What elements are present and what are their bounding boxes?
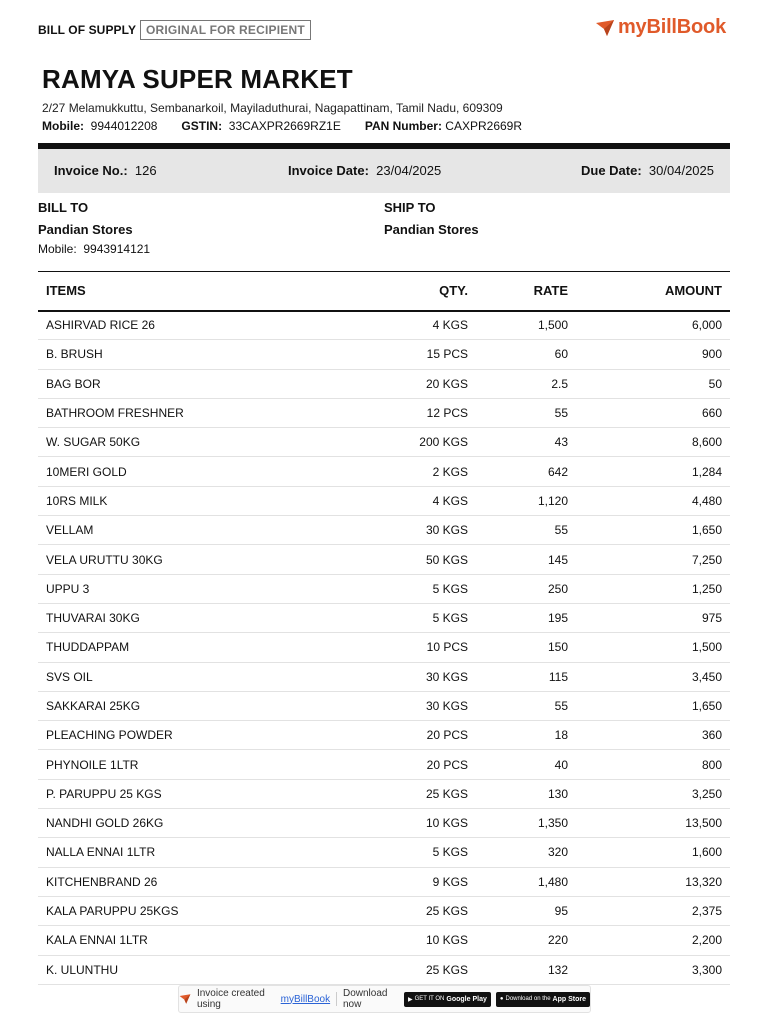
item-amount: 1,650 — [568, 691, 730, 720]
item-qty: 15 PCS — [338, 340, 468, 369]
company-name: RAMYA SUPER MARKET — [42, 64, 353, 94]
item-qty: 50 KGS — [338, 545, 468, 574]
item-name: PHYNOILE 1LTR — [38, 750, 338, 779]
document-type: BILL OF SUPPLY — [38, 23, 137, 37]
item-rate: 1,480 — [468, 867, 568, 896]
table-row — [38, 545, 730, 574]
table-row — [38, 809, 730, 838]
item-name: 10MERI GOLD — [38, 457, 338, 486]
company-gstin: GSTIN: 33CAXPR2669RZ1E — [181, 119, 341, 133]
item-name: K. ULUNTHU — [38, 955, 338, 984]
google-play-badge[interactable]: ▶ GET IT ON Google Play — [404, 992, 491, 1007]
table-header-row — [38, 272, 730, 311]
table-row — [38, 662, 730, 691]
apple-icon: ● — [499, 996, 504, 1002]
invoice-date: Invoice Date: 23/04/2025 — [288, 163, 442, 178]
item-rate: 320 — [468, 838, 568, 867]
footer-brand-icon — [179, 993, 191, 1005]
item-qty: 200 KGS — [338, 428, 468, 457]
bill-to-mobile: Mobile: 9943914121 — [38, 242, 151, 256]
item-amount: 13,320 — [568, 867, 730, 896]
item-name: THUVARAI 30KG — [38, 603, 338, 632]
table-row — [38, 398, 730, 427]
item-name: W. SUGAR 50KG — [38, 428, 338, 457]
table-row — [38, 340, 730, 369]
item-amount: 2,375 — [568, 896, 730, 925]
item-qty: 10 KGS — [338, 926, 468, 955]
item-qty: 2 KGS — [338, 457, 468, 486]
table-row — [38, 574, 730, 603]
brand-logo-icon — [595, 19, 615, 37]
footer-banner — [178, 985, 591, 1013]
table-row — [38, 838, 730, 867]
bill-to — [38, 200, 150, 256]
bill-ship-section — [38, 200, 730, 260]
copy-label-badge: ORIGINAL FOR RECIPIENT — [140, 20, 311, 40]
item-name: SAKKARAI 25KG — [38, 691, 338, 720]
item-qty: 25 KGS — [338, 955, 468, 984]
item-name: VELLAM — [38, 516, 338, 545]
item-name: 10RS MILK — [38, 486, 338, 515]
col-header-qty: QTY. — [338, 272, 468, 311]
footer-separator — [336, 992, 337, 1006]
item-rate: 150 — [468, 633, 568, 662]
company-ids — [42, 119, 522, 133]
item-amount: 4,480 — [568, 486, 730, 515]
item-rate: 220 — [468, 926, 568, 955]
table-row — [38, 896, 730, 925]
item-qty: 25 KGS — [338, 896, 468, 925]
footer-created-text: Invoice created using — [196, 988, 265, 1010]
item-name: B. BRUSH — [38, 340, 338, 369]
company-address: 2/27 Melamukkuttu, Sembanarkoil, Mayiladuthurai, Nagapattinam, Tamil Nadu, 609309 — [42, 101, 503, 115]
item-qty: 20 PCS — [338, 750, 468, 779]
col-header-amount: AMOUNT — [568, 272, 730, 311]
item-amount: 1,500 — [568, 633, 730, 662]
table-row — [38, 603, 730, 632]
item-amount: 360 — [568, 721, 730, 750]
item-rate: 130 — [468, 779, 568, 808]
brand-name: myBillBook — [617, 16, 726, 38]
table-row — [38, 516, 730, 545]
top-bar — [38, 16, 730, 44]
app-store-badge[interactable]: ● Download on the App Store — [496, 992, 590, 1007]
company-mobile: Mobile: 9944012208 — [42, 119, 158, 133]
table-row — [38, 721, 730, 750]
item-rate: 18 — [468, 721, 568, 750]
item-qty: 30 KGS — [338, 662, 468, 691]
table-row — [38, 691, 730, 720]
item-rate: 2.5 — [468, 369, 568, 398]
item-rate: 55 — [468, 398, 568, 427]
item-name: BATHROOM FRESHNER — [38, 398, 338, 427]
item-amount: 800 — [568, 750, 730, 779]
item-qty: 12 PCS — [338, 398, 468, 427]
table-row — [38, 955, 730, 984]
brand-logo — [595, 16, 726, 39]
item-qty: 10 PCS — [338, 633, 468, 662]
bill-to-name: Pandian Stores — [38, 222, 133, 237]
item-rate: 95 — [468, 896, 568, 925]
item-amount: 1,650 — [568, 516, 730, 545]
items-table-body — [38, 311, 730, 985]
footer-download-text: Download now — [342, 988, 388, 1010]
item-rate: 55 — [468, 516, 568, 545]
item-amount: 1,250 — [568, 574, 730, 603]
table-row — [38, 779, 730, 808]
item-name: P. PARUPPU 25 KGS — [38, 779, 338, 808]
item-rate: 55 — [468, 691, 568, 720]
item-rate: 1,120 — [468, 486, 568, 515]
footer-mybillbook-link[interactable]: myBillBook — [280, 993, 331, 1005]
item-name: THUDDAPPAM — [38, 633, 338, 662]
item-name: BAG BOR — [38, 369, 338, 398]
invoice-number: Invoice No.: 126 — [54, 163, 157, 178]
item-amount: 6,000 — [568, 311, 730, 340]
item-rate: 250 — [468, 574, 568, 603]
item-name: SVS OIL — [38, 662, 338, 691]
item-amount: 7,250 — [568, 545, 730, 574]
item-qty: 30 KGS — [338, 691, 468, 720]
item-rate: 60 — [468, 340, 568, 369]
item-amount: 3,300 — [568, 955, 730, 984]
item-amount: 3,250 — [568, 779, 730, 808]
item-qty: 25 KGS — [338, 779, 468, 808]
item-rate: 642 — [468, 457, 568, 486]
item-name: VELA URUTTU 30KG — [38, 545, 338, 574]
play-icon: ▶ — [407, 996, 413, 1003]
item-qty: 30 KGS — [338, 516, 468, 545]
table-row — [38, 867, 730, 896]
item-amount: 8,600 — [568, 428, 730, 457]
items-table — [38, 271, 730, 985]
ship-to-name: Pandian Stores — [384, 222, 479, 237]
item-amount: 1,284 — [568, 457, 730, 486]
item-qty: 4 KGS — [338, 486, 468, 515]
item-qty: 9 KGS — [338, 867, 468, 896]
table-row — [38, 428, 730, 457]
item-rate: 132 — [468, 955, 568, 984]
table-row — [38, 369, 730, 398]
item-amount: 3,450 — [568, 662, 730, 691]
item-amount: 900 — [568, 340, 730, 369]
item-name: KALA PARUPPU 25KGS — [38, 896, 338, 925]
item-rate: 115 — [468, 662, 568, 691]
ship-to — [384, 200, 479, 237]
item-name: NALLA ENNAI 1LTR — [38, 838, 338, 867]
table-row — [38, 486, 730, 515]
item-rate: 195 — [468, 603, 568, 632]
item-amount: 2,200 — [568, 926, 730, 955]
company-block — [42, 64, 522, 133]
table-row — [38, 750, 730, 779]
item-name: UPPU 3 — [38, 574, 338, 603]
item-qty: 20 KGS — [338, 369, 468, 398]
ship-to-heading: SHIP TO — [384, 200, 436, 215]
item-name: ASHIRVAD RICE 26 — [38, 311, 338, 340]
item-rate: 145 — [468, 545, 568, 574]
item-qty: 5 KGS — [338, 574, 468, 603]
table-row — [38, 311, 730, 340]
item-amount: 660 — [568, 398, 730, 427]
item-rate: 1,500 — [468, 311, 568, 340]
table-row — [38, 633, 730, 662]
due-date: Due Date: 30/04/2025 — [581, 163, 714, 178]
item-qty: 20 PCS — [338, 721, 468, 750]
company-pan: PAN Number: CAXPR2669R — [364, 119, 523, 133]
bill-to-heading: BILL TO — [38, 200, 89, 215]
table-row — [38, 926, 730, 955]
item-qty: 4 KGS — [338, 311, 468, 340]
item-name: PLEACHING POWDER — [38, 721, 338, 750]
item-qty: 10 KGS — [338, 809, 468, 838]
col-header-items: ITEMS — [38, 272, 338, 311]
item-amount: 50 — [568, 369, 730, 398]
table-row — [38, 457, 730, 486]
item-amount: 1,600 — [568, 838, 730, 867]
item-amount: 975 — [568, 603, 730, 632]
item-amount: 13,500 — [568, 809, 730, 838]
item-rate: 1,350 — [468, 809, 568, 838]
invoice-info-band — [38, 149, 730, 193]
item-qty: 5 KGS — [338, 838, 468, 867]
item-qty: 5 KGS — [338, 603, 468, 632]
item-rate: 43 — [468, 428, 568, 457]
item-name: KALA ENNAI 1LTR — [38, 926, 338, 955]
col-header-rate: RATE — [468, 272, 568, 311]
item-name: KITCHENBRAND 26 — [38, 867, 338, 896]
item-rate: 40 — [468, 750, 568, 779]
item-name: NANDHI GOLD 26KG — [38, 809, 338, 838]
